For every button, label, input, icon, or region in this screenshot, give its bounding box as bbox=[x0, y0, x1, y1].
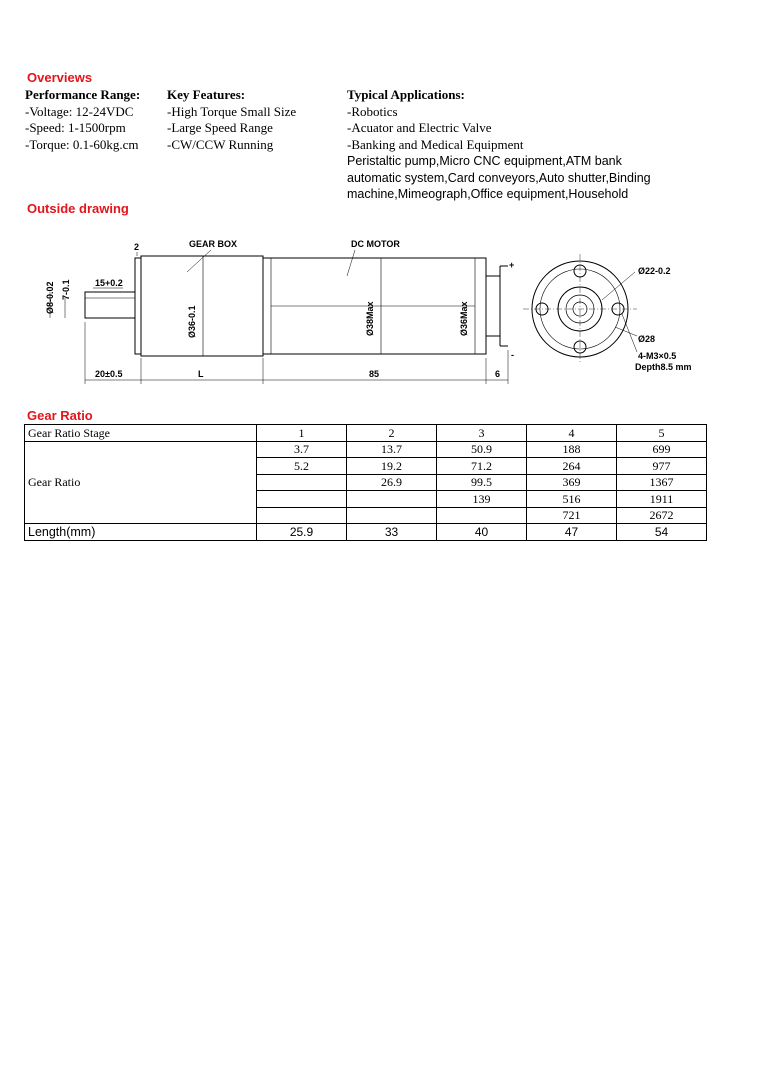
gear-box-label: GEAR BOX bbox=[189, 239, 238, 249]
performance-item: -Voltage: 12-24VDC bbox=[25, 103, 134, 119]
table-row bbox=[25, 524, 707, 541]
outside-drawing bbox=[25, 232, 705, 397]
features-heading: Key Features: bbox=[167, 87, 246, 102]
ratio-cell: 71.2 bbox=[437, 458, 527, 475]
ratio-cell: 19.2 bbox=[347, 458, 437, 475]
minus-terminal-label: - bbox=[511, 350, 514, 360]
motor-end-cap bbox=[486, 276, 500, 336]
ratio-cell: 977 bbox=[617, 458, 707, 475]
flat-len-label: 15+0.2 bbox=[95, 278, 123, 288]
stage-cell: 1 bbox=[257, 425, 347, 442]
ratio-cell: 699 bbox=[617, 441, 707, 458]
ratio-cell: 516 bbox=[527, 491, 617, 508]
flat-label: 7-0.1 bbox=[61, 279, 71, 300]
ratio-cell bbox=[347, 491, 437, 508]
gear-ratio-title: Gear Ratio bbox=[27, 408, 93, 423]
gearbox-flange bbox=[135, 258, 141, 354]
ratio-cell: 1367 bbox=[617, 474, 707, 491]
length-cell: 40 bbox=[437, 524, 527, 541]
len-shaft-label: 20±0.5 bbox=[95, 369, 123, 379]
applications-item: -Robotics bbox=[347, 103, 398, 119]
ratio-cell: 1911 bbox=[617, 491, 707, 508]
ratio-cell: 3.7 bbox=[257, 441, 347, 458]
stage-cell: 5 bbox=[617, 425, 707, 442]
plus-terminal-label: + bbox=[509, 260, 515, 270]
outside-drawing-title: Outside drawing bbox=[27, 201, 129, 216]
applications-item: -Banking and Medical Equipment bbox=[347, 136, 524, 152]
dim-2-label: 2 bbox=[134, 242, 140, 252]
applications-heading: Typical Applications: bbox=[347, 87, 465, 102]
depth-label: Depth8.5 mm bbox=[635, 362, 692, 372]
length-cell: 33 bbox=[347, 524, 437, 541]
applications-column bbox=[347, 87, 651, 203]
holes-label: 4-M3×0.5 bbox=[638, 351, 677, 361]
ratio-cell: 2672 bbox=[617, 507, 707, 524]
ratio-cell bbox=[257, 507, 347, 524]
ratio-cell: 99.5 bbox=[437, 474, 527, 491]
ratio-cell: 139 bbox=[437, 491, 527, 508]
stage-cell: 3 bbox=[437, 425, 527, 442]
applications-extra-line: Peristaltic pump,Micro CNC equipment,ATM bank bbox=[347, 154, 622, 168]
applications-item: -Acuator and Electric Valve bbox=[347, 120, 492, 135]
stage-cell: 2 bbox=[347, 425, 437, 442]
applications-extra-line: machine,Mimeograph,Office equipment,Household bbox=[347, 187, 629, 201]
ratio-cell: 5.2 bbox=[257, 458, 347, 475]
ratio-cell: 13.7 bbox=[347, 441, 437, 458]
ratio-cell bbox=[347, 507, 437, 524]
pcd-label: Ø28 bbox=[638, 334, 656, 344]
dc-motor-label: DC MOTOR bbox=[351, 239, 400, 249]
performance-heading: Performance Range: bbox=[25, 87, 141, 102]
features-column bbox=[167, 87, 296, 153]
ratio-cell bbox=[437, 507, 527, 524]
ratio-cell: 264 bbox=[527, 458, 617, 475]
len-motor-label: 85 bbox=[369, 369, 380, 379]
ratio-cell: 188 bbox=[527, 441, 617, 458]
len-end-label: 6 bbox=[495, 369, 501, 379]
ratio-cell: 369 bbox=[527, 474, 617, 491]
ratio-label-cell: Gear Ratio bbox=[25, 441, 257, 524]
performance-item: -Speed: 1-1500rpm bbox=[25, 120, 126, 135]
length-label-cell: Length(mm) bbox=[25, 524, 257, 541]
len-l-label: L bbox=[198, 369, 204, 379]
ratio-cell bbox=[257, 491, 347, 508]
boss-dia-label: Ø22-0.2 bbox=[638, 266, 671, 276]
features-item: -Large Speed Range bbox=[167, 120, 273, 135]
stage-label-cell: Gear Ratio Stage bbox=[25, 425, 257, 442]
table-row bbox=[25, 441, 707, 458]
performance-item: -Torque: 0.1-60kg.cm bbox=[25, 136, 139, 152]
length-cell: 25.9 bbox=[257, 524, 347, 541]
motor-dia2-label: Ø36Max bbox=[459, 301, 469, 336]
overviews-title: Overviews bbox=[27, 70, 93, 85]
table-row bbox=[25, 425, 707, 442]
ratio-cell: 26.9 bbox=[347, 474, 437, 491]
gearbox-dia-label: Ø36-0.1 bbox=[187, 305, 197, 338]
shaft-dia-label: Ø8-0.02 bbox=[45, 281, 55, 314]
applications-extra-line: automatic system,Card conveyors,Auto shutter,Binding bbox=[347, 170, 651, 185]
length-cell: 54 bbox=[617, 524, 707, 541]
length-cell: 47 bbox=[527, 524, 617, 541]
stage-cell: 4 bbox=[527, 425, 617, 442]
output-shaft bbox=[85, 292, 135, 318]
ratio-cell bbox=[257, 474, 347, 491]
gearbox-body bbox=[141, 256, 263, 356]
features-item: -High Torque Small Size bbox=[167, 103, 297, 119]
performance-column bbox=[25, 87, 140, 153]
ratio-cell: 50.9 bbox=[437, 441, 527, 458]
features-item: -CW/CCW Running bbox=[167, 136, 274, 152]
gear-ratio-table bbox=[24, 424, 707, 541]
ratio-cell: 721 bbox=[527, 507, 617, 524]
motor-dia1-label: Ø38Max bbox=[365, 301, 375, 336]
